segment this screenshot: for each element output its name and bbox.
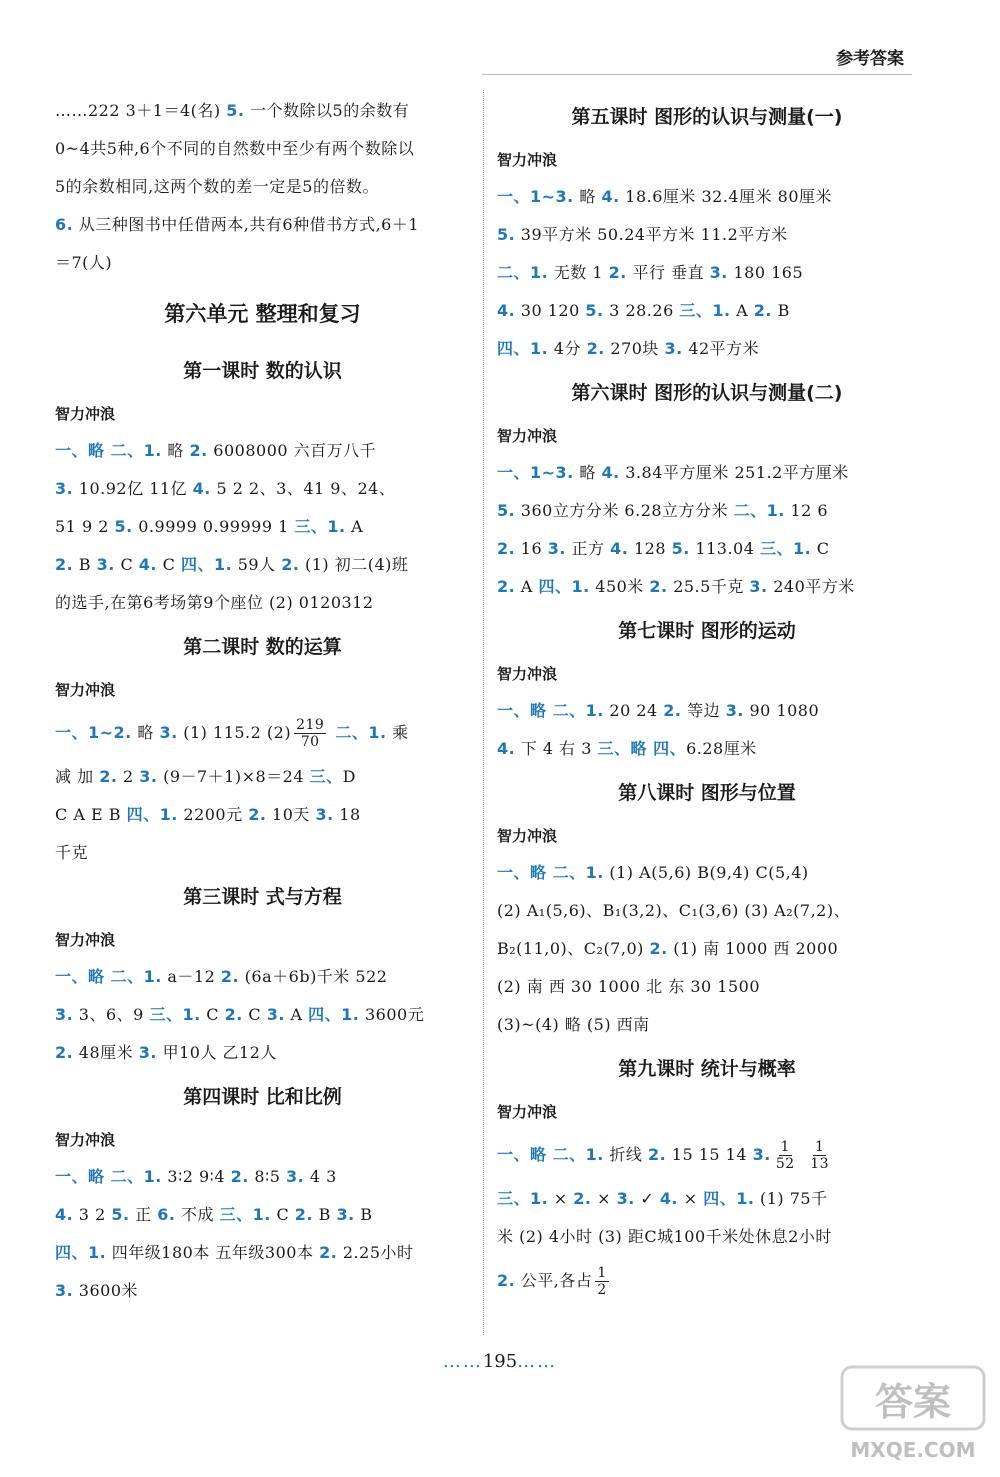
text-line: ……222 3＋1＝4(名) 5. 一个数除以5的余数有 <box>55 101 410 120</box>
watermark-url: MXQE.COM <box>850 1438 976 1462</box>
right-column <box>497 92 917 1306</box>
answer-line: 5. 39平方米 50.24平方米 11.2平方米 <box>497 225 788 244</box>
header-tag: 参考答案 <box>836 49 904 69</box>
answer-line: 一、1~3. 略 4. 3.84平方厘米 251.2平方厘米 <box>497 463 849 482</box>
answer-line: 5. 360立方分米 6.28立方分米 二、1. 12 6 <box>497 501 829 520</box>
section-label: 智力冲浪 <box>497 427 558 445</box>
answer-line: 三、1. × 2. × 3. ✓ 4. × 四、1. (1) 75千 <box>497 1189 828 1208</box>
answer-line: 一、1~3. 略 4. 18.6厘米 32.4厘米 80厘米 <box>497 187 833 206</box>
lesson-title: 第一课时 数的认识 <box>183 360 342 382</box>
left-column <box>55 92 470 1310</box>
answer-line: 一、略 二、1. 20 24 2. 等边 3. 90 1080 <box>497 701 820 720</box>
section-label: 智力冲浪 <box>497 665 558 683</box>
answer-line: (2) 南 西 30 1000 北 东 30 1500 <box>497 977 761 996</box>
answer-line: 一、略 二、1. a－12 2. (6a＋6b)千米 522 <box>55 967 388 986</box>
lesson-title: 第六课时 图形的认识与测量(二) <box>571 382 843 404</box>
answer-line: 2. 16 3. 正方 4. 128 5. 113.04 三、1. C <box>497 539 830 558</box>
answer-line: 3. 10.92亿 11亿 4. 5 2 2、3、41 9、24、 <box>55 479 396 498</box>
section-label: 智力冲浪 <box>55 405 116 423</box>
answer-line: 4. 30 120 5. 3 28.26 三、1. A 2. B <box>497 301 790 320</box>
answer-line: 2. 公平,各占 $\frac{1}{2}$ <box>497 1265 607 1298</box>
fraction: $\frac{219}{70}$ <box>296 717 325 750</box>
section-label: 智力冲浪 <box>497 827 558 845</box>
lesson-title: 第二课时 数的运算 <box>183 636 342 658</box>
section-label: 智力冲浪 <box>497 1103 558 1121</box>
answer-line: 2. 48厘米 3. 甲10人 乙12人 <box>55 1043 277 1062</box>
answer-line: 四、1. 4分 2. 270块 3. 42平方米 <box>497 339 760 358</box>
text-line: ＝7(人) <box>55 253 113 272</box>
fraction: $\frac{1}{13}$ <box>810 1139 830 1172</box>
answer-line: 米 (2) 4小时 (3) 距C城100千米处休息2小时 <box>497 1227 832 1246</box>
text-line: 5的余数相同,这两个数的差一定是5的倍数。 <box>55 177 379 196</box>
fraction: $\frac{1}{52}$ <box>775 1139 795 1172</box>
answer-line: 4. 3 2 5. 正 6. 不成 三、1. C 2. B 3. B <box>55 1205 373 1224</box>
answer-line: 一、1~2. 略 3. (1) 115.2 (2) $\frac{219}{70}$ 二、1. 乘 <box>55 717 409 750</box>
answer-line: 4. 下 4 右 3 三、略 四、6.28厘米 <box>497 739 757 758</box>
lesson-title: 第四课时 比和比例 <box>183 1086 342 1108</box>
answer-line: 3. 3、6、9 三、1. C 2. C 3. A 四、1. 3600元 <box>55 1005 425 1024</box>
answer-line: (2) A₁(5,6)、B₁(3,2)、C₁(3,6) (3) A₂(7,2)、 <box>497 901 851 920</box>
page-number: ……195…… <box>442 1351 558 1372</box>
text-line: 6. 从三种图书中任借两本,共有6种借书方式,6＋1 <box>55 215 420 234</box>
answer-line: 千克 <box>55 843 89 862</box>
header-rule <box>482 74 912 75</box>
answer-line: 51 9 2 5. 0.9999 0.99999 1 三、1. A <box>55 517 364 536</box>
answer-line: 一、略 二、1. 3∶2 9∶4 2. 8∶5 3. 4 3 <box>55 1167 337 1186</box>
answer-line: 2. B 3. C 4. C 四、1. 59人 2. (1) 初二(4)班 <box>55 555 409 574</box>
fraction: $\frac{1}{2}$ <box>597 1265 607 1298</box>
answer-line: (3)~(4) 略 (5) 西南 <box>497 1015 650 1034</box>
answer-line: B₂(11,0)、C₂(7,0) 2. (1) 南 1000 西 2000 <box>497 939 839 958</box>
answer-line: 减 加 2. 2 3. (9－7＋1)×8＝24 三、D <box>55 767 356 786</box>
answer-line: 二、1. 无数 1 2. 平行 垂直 3. 180 165 <box>497 263 804 282</box>
lesson-title: 第七课时 图形的运动 <box>618 620 796 642</box>
watermark-logo <box>838 1359 988 1469</box>
answer-line: 一、略 二、1. 略 2. 6008000 六百万八千 <box>55 441 377 460</box>
lesson-title: 第八课时 图形与位置 <box>618 782 796 804</box>
section-label: 智力冲浪 <box>497 151 558 169</box>
answer-line: 一、略 二、1. (1) A(5,6) B(9,4) C(5,4) <box>497 863 809 882</box>
section-label: 智力冲浪 <box>55 1131 116 1149</box>
answer-line: 四、1. 四年级180本 五年级300本 2. 2.25小时 <box>55 1243 414 1262</box>
section-label: 智力冲浪 <box>55 931 116 949</box>
column-divider <box>483 90 484 1335</box>
lesson-title: 第九课时 统计与概率 <box>618 1058 796 1080</box>
answer-line: 3. 3600米 <box>55 1281 139 1300</box>
answer-line: C A E B 四、1. 2200元 2. 10天 3. 18 <box>55 805 361 824</box>
watermark-text: 答案 <box>874 1380 952 1424</box>
answer-line: 的选手,在第6考场第9个座位 (2) 0120312 <box>55 593 374 612</box>
unit-title: 第六单元 整理和复习 <box>164 302 361 326</box>
text-line: 0~4共5种,6个不同的自然数中至少有两个数除以 <box>55 139 415 158</box>
section-label: 智力冲浪 <box>55 681 116 699</box>
answer-line: 2. A 四、1. 450米 2. 25.5千克 3. 240平方米 <box>497 577 855 596</box>
lesson-title: 第五课时 图形的认识与测量(一) <box>571 106 843 128</box>
answer-line: 一、略 二、1. 折线 2. 15 15 14 3. $\frac{1}{52}$ $\frac{1}{13}$ <box>497 1139 830 1172</box>
lesson-title: 第三课时 式与方程 <box>183 886 342 908</box>
